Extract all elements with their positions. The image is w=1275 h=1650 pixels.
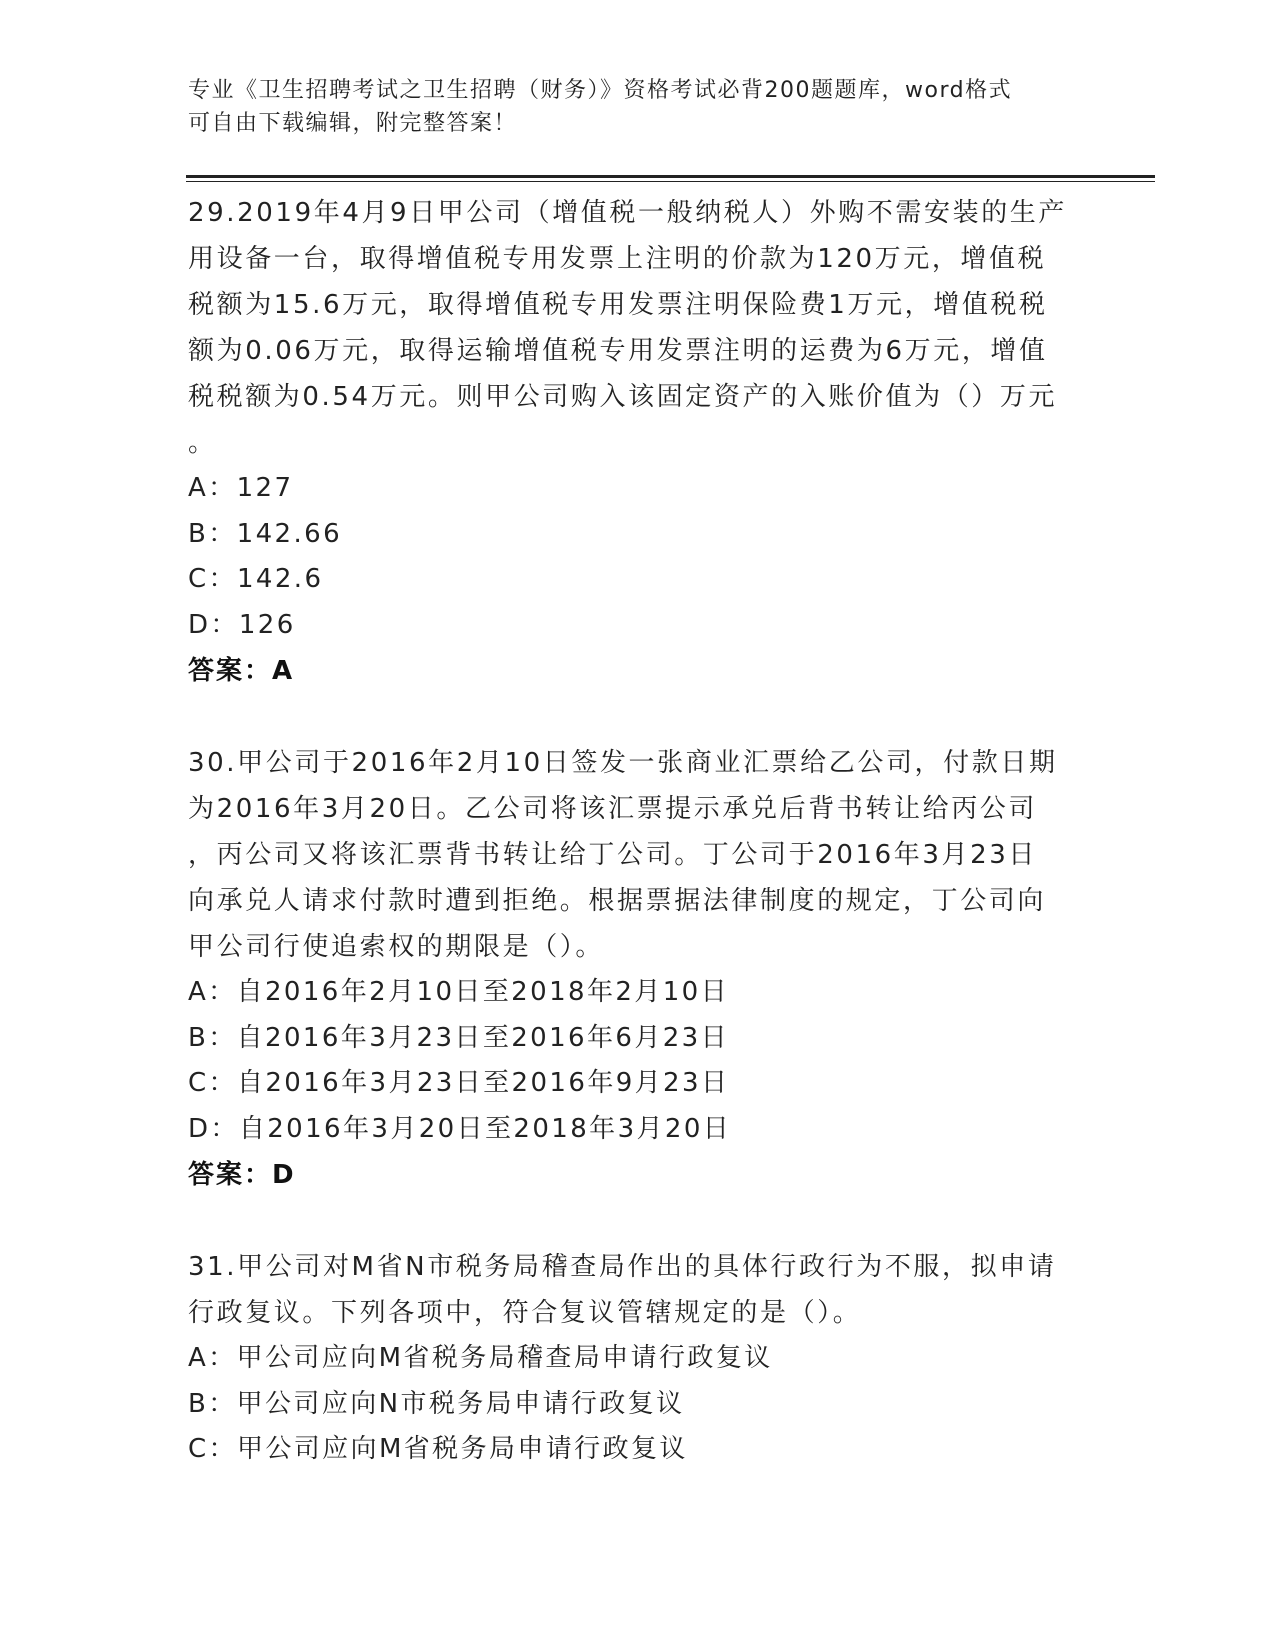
- option-list: [188, 1336, 1088, 1473]
- header-line-2: 可自由下载编辑，附完整答案！: [188, 111, 518, 136]
- option-c: C：142.6: [188, 564, 324, 594]
- option-b: B：甲公司应向N市税务局申请行政复议: [188, 1388, 685, 1419]
- question-list: [188, 190, 1088, 1473]
- question-spacer: [188, 1198, 1088, 1244]
- question-31: [188, 1244, 1088, 1473]
- option-c: C：自2016年3月23日至2016年9月23日: [188, 1068, 730, 1098]
- question-stem: 31.甲公司对M省N市税务局稽查局作出的具体行政行为不服，拟申请 行政复议。下列各项中，符合复议管辖规定的是（）。: [188, 1252, 1057, 1328]
- question-stem: 29.2019年4月9日甲公司（增值税一般纳税人）外购不需安装的生产 用设备一台，取得增值税专用发票上注明的价款为120万元，增值税 税额为15.6万元，取得增值税专用发票注明保险费1万元，增值税税 额为0.06万元，取得运输增值税专用发票注明的运费为6万元，增值 税税额为0.54万元。则甲公司购入该固定资产的入账价值为（）万元 。: [188, 198, 1068, 458]
- option-b: B：142.66: [188, 518, 343, 549]
- option-d: D：自2016年3月20日至2018年3月20日: [188, 1113, 732, 1144]
- question-29: [188, 190, 1088, 694]
- option-a: A：甲公司应向M省税务局稽查局申请行政复议: [188, 1343, 773, 1373]
- option-c: C：甲公司应向M省税务局申请行政复议: [188, 1434, 688, 1464]
- option-a: A：自2016年2月10日至2018年2月10日: [188, 977, 729, 1007]
- option-a: A：127: [188, 473, 294, 503]
- option-d: D：126: [188, 609, 296, 640]
- answer-label: 答案：A: [188, 656, 295, 686]
- question-30: [188, 740, 1088, 1198]
- header-divider-thin: [186, 181, 1155, 182]
- question-spacer: [188, 694, 1088, 740]
- question-stem: 30.甲公司于2016年2月10日签发一张商业汇票给乙公司，付款日期 为2016年3月20日。乙公司将该汇票提示承兑后背书转让给丙公司 ，丙公司又将该汇票背书转让给丁公司。丁公司于2016年3月23日 向承兑人请求付款时遭到拒绝。根据票据法律制度的规定，丁公司向 甲公司行使追索权的期限是（）。: [188, 748, 1058, 962]
- header-line-1: 专业《卫生招聘考试之卫生招聘（财务）》资格考试必背200题题库，word格式: [188, 78, 1013, 103]
- option-list: [188, 466, 1088, 648]
- header-divider: [186, 175, 1155, 178]
- option-list: [188, 970, 1088, 1152]
- option-b: B：自2016年3月23日至2016年6月23日: [188, 1022, 730, 1053]
- answer-label: 答案：D: [188, 1160, 296, 1190]
- document-header: [188, 74, 1068, 140]
